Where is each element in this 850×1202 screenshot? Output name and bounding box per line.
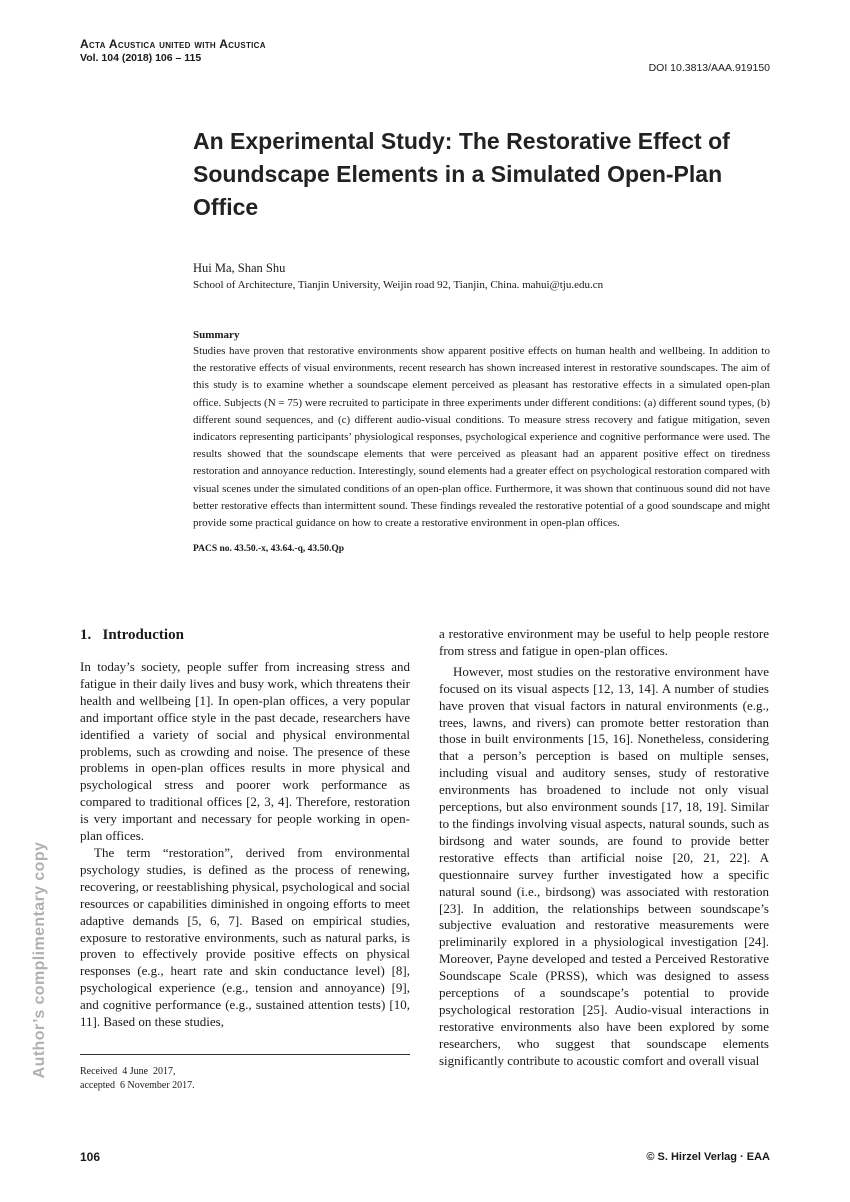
page-number: 106 xyxy=(80,1150,101,1164)
right-column xyxy=(439,626,769,1070)
footnote-divider xyxy=(80,1054,410,1055)
summary-heading: Summary xyxy=(193,329,240,341)
paragraph: The term “restoration”, derived from environmental psychology studies, is defined as the process of renewing, recovering, or reestablishing physical, psychological and social resources or capabilities diminished in ongoing efforts to meet adaptive demands [5, 6, 7]. Based on empirical studies, exposure to restorative environments, such as natural parks, is proven to effectively provide positive effects on physical responses (e.g., heart rate and skin conductance level) [8], psychological experience (e.g., tension and annoyance) [9], and cognitive performance (e.g., sustained attention tests) [10, 11]. Based on these studies, xyxy=(80,844,410,1030)
journal-name xyxy=(80,37,266,51)
article-title: An Experimental Study: The Restorative Effect of Soundscape Elements in a Simulated Open-Plan Office xyxy=(193,128,730,220)
publisher: © S. Hirzel Verlag · EAA xyxy=(646,1151,770,1163)
section-heading-introduction: 1. Introduction xyxy=(80,627,184,643)
summary-text: Studies have proven that restorative environments show apparent positive effects on human health and wellbeing. In addition to the restorative effects of visual environments, recent research has shown increased interest in restorative soundscapes. The aim of this study is to examine whether a soundscape element perceived as pleasant has restorative effects in a simulated open-plan office. Subjects (N = 75) were recruited to participate in three experiments under different conditions: (a) different sound types, (b) different sound sequences, and (c) different audio-visual conditions. To measure stress recovery and fatigue mitigation, seven indicators representing participants’ physiological responses, psychological experience and cognitive performance were used. The results showed that the soundscape elements that were perceived as pleasant had an apparent positive effect on tiredness restoration and annoyance reduction. Interestingly, sound elements had a greater effect on psychological restoration compared with visual scenes under the simulated conditions of an open-plan office. Furthermore, it was shown that continuous sound did not have better restorative effects than intermittent sound. These findings revealed the restorative potential of a good soundscape and might provide some practical guidance on how to create a restorative environment in open-plan offices. xyxy=(193,345,770,530)
journal-volume: Vol. 104 (2018) 106 – 115 xyxy=(80,52,202,64)
accepted-date: accepted 6 November 2017. xyxy=(80,1080,195,1091)
paragraph: In today’s society, people suffer from increasing stress and fatigue in their daily lives and busy work, which threatens their health and wellbeing [1]. In open-plan offices, a very popular and important office style in the past decade, researchers have identified a variety of social and physical environmental problems, such as crowding and noise. The presence of these problems in open-plan offices results in more physical and psychological stress and poorer work performance as compared to traditional offices [2, 3, 4]. Therefore, restoration is very important and necessary for people working in open-plan offices. xyxy=(80,659,410,844)
paragraph: However, most studies on the restorative environment have focused on its visual aspects [12, 13, 14]. A number of studies have proven that visual factors in natural environments (e.g., trees, lawns, and rivers) can promote better restoration than those in built environments [15, 16]. Nonetheless, considering that a person’s perception is based on multiple senses, including visual and auditory senses, study of restorative environments has broadened to include not only visual perceptions, but also environment sounds [17, 18, 19]. Similar to the findings involving visual aspects, natural sounds, such as birdsong and water sounds, are found to provide better restorative effects than artificial noise [20, 21, 22]. A questionnaire survey further investigated how a specific natural sound (i.e., birdsong) was associated with restoration [23]. In addition, the relationships between soundscape’s subjective evaluation and restorative measurements were preliminarily explored in a physiological investigation [24]. Moreover, Payne developed and tested a Perceived Restorative Soundscape Scale (PRSS), which was designed to assess perceptions of a soundscape’s potential to provide psychological restoration [25]. Audio-visual interactions in restorative environments also have been explored by some researchers, who suggest that soundscape elements significantly contribute to acoustic comfort and overall visual xyxy=(439,663,769,1068)
watermark-sidebar: Author’s complimentary copy xyxy=(31,841,48,1079)
received-date: Received 4 June 2017, xyxy=(80,1066,176,1077)
affiliation: School of Architecture, Tianjin University, Weijin road 92, Tianjin, China. mahui@tju.edu.cn xyxy=(193,279,604,291)
journal-name-text: Acta Acustica united with Acustica xyxy=(80,37,266,51)
left-column xyxy=(80,659,410,1031)
doi[interactable]: DOI 10.3813/AAA.919150 xyxy=(648,62,770,74)
paragraph: a restorative environment may be useful to help people restore from stress and fatigue in open-plan offices. xyxy=(439,626,769,658)
pacs-codes: PACS no. 43.50.-x, 43.64.-q, 43.50.Qp xyxy=(193,544,345,555)
summary-block xyxy=(193,328,770,554)
authors: Hui Ma, Shan Shu xyxy=(193,261,286,275)
